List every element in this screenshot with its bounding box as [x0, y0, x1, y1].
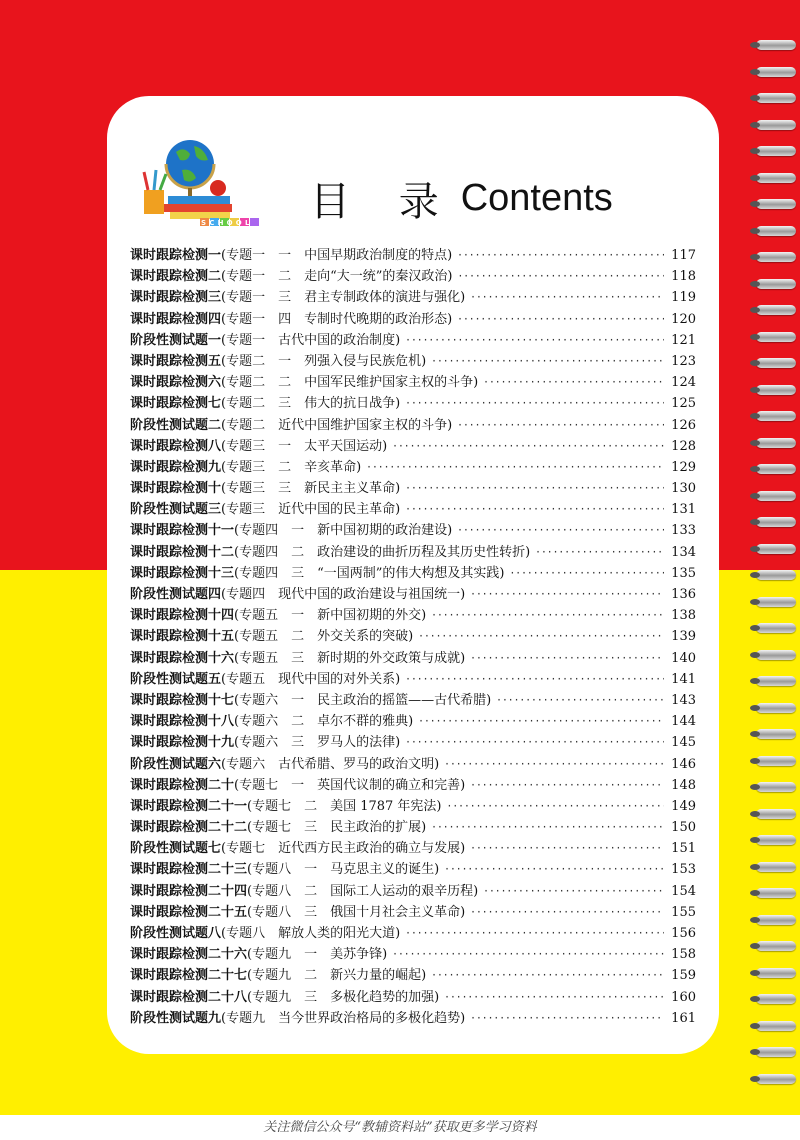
spiral-ring	[756, 358, 796, 368]
toc-entry[interactable]	[130, 626, 696, 647]
spiral-ring	[756, 279, 796, 289]
toc-entry-description: (专题七 三 民主政治的扩展)	[247, 820, 427, 836]
spiral-ring	[756, 491, 796, 501]
toc-page-number: 140	[671, 650, 696, 666]
spiral-ring	[756, 146, 796, 156]
toc-entry[interactable]	[130, 987, 696, 1008]
toc-entry[interactable]	[130, 817, 696, 838]
spiral-ring	[756, 729, 796, 739]
toc-leader-dots	[406, 669, 664, 690]
toc-page-number: 118	[671, 269, 696, 285]
toc-entry-label: 课时跟踪检测二十	[130, 777, 235, 793]
toc-entry[interactable]	[130, 754, 696, 775]
toc-entry-label: 课时跟踪检测十六	[130, 650, 235, 666]
toc-entry-description: (专题六 一 民主政治的摇篮——古代希腊)	[234, 692, 492, 708]
spiral-ring	[756, 252, 796, 262]
toc-entry-description: (专题三 一 太平天国运动)	[221, 438, 388, 454]
spiral-ring	[756, 332, 796, 342]
title-chinese: 目 录	[310, 179, 457, 225]
toc-entry-description: (专题六 二 卓尔不群的雅典)	[234, 714, 414, 730]
toc-entry-description: (专题九 当今世界政治格局的多极化趋势)	[221, 1010, 466, 1026]
toc-entry-description: (专题八 解放人类的阳光大道)	[221, 926, 401, 941]
spiral-ring	[756, 199, 796, 209]
toc-entry[interactable]	[130, 478, 696, 499]
toc-entry-description: (专题三 近代中国的民主革命)	[221, 502, 401, 518]
toc-entry[interactable]	[130, 690, 696, 711]
toc-entry-label: 阶段性测试题七	[130, 841, 222, 857]
toc-page-number: 129	[671, 459, 696, 475]
toc-entry-description: (专题七 一 英国代议制的确立和完善)	[234, 777, 466, 793]
toc-entry[interactable]	[130, 669, 696, 690]
spiral-ring	[756, 915, 796, 925]
toc-page-number: 139	[671, 629, 696, 645]
toc-page-number: 144	[671, 714, 696, 730]
toc-entry[interactable]	[130, 245, 696, 266]
table-of-contents	[130, 245, 696, 1029]
spiral-ring	[756, 1074, 796, 1084]
toc-entry[interactable]	[130, 923, 696, 944]
spiral-ring	[756, 597, 796, 607]
toc-leader-dots	[471, 584, 664, 605]
spiral-ring	[756, 67, 796, 77]
spiral-ring	[756, 968, 796, 978]
toc-entry[interactable]	[130, 287, 696, 308]
spiral-ring	[756, 40, 796, 50]
toc-entry-description: (专题三 二 辛亥革命)	[221, 459, 362, 475]
toc-page-number: 141	[671, 671, 696, 687]
toc-entry-label: 课时跟踪检测十四	[130, 608, 235, 624]
toc-leader-dots	[393, 944, 664, 965]
toc-entry-description: (专题一 二 走向“大一统”的秦汉政治)	[221, 269, 453, 285]
spiral-ring	[756, 676, 796, 686]
toc-page-number: 156	[671, 926, 696, 941]
toc-entry[interactable]	[130, 415, 696, 436]
toc-leader-dots	[406, 923, 664, 944]
toc-entry-label: 课时跟踪检测十一	[130, 523, 235, 539]
toc-entry[interactable]	[130, 330, 696, 351]
toc-page-number: 120	[671, 311, 696, 327]
toc-entry[interactable]	[130, 838, 696, 859]
toc-leader-dots	[406, 499, 664, 520]
toc-entry[interactable]	[130, 266, 696, 287]
spiral-ring	[756, 809, 796, 819]
toc-entry-description: (专题二 一 列强入侵与民族危机)	[221, 353, 427, 369]
spiral-ring	[756, 782, 796, 792]
toc-entry[interactable]	[130, 372, 696, 393]
toc-entry-description: (专题二 三 伟大的抗日战争)	[221, 396, 401, 412]
toc-leader-dots	[419, 626, 664, 647]
toc-entry[interactable]	[130, 563, 696, 584]
toc-entry[interactable]	[130, 309, 696, 330]
spiral-ring	[756, 650, 796, 660]
spiral-ring	[756, 517, 796, 527]
toc-leader-dots	[367, 457, 664, 478]
toc-entry[interactable]	[130, 965, 696, 986]
spiral-ring	[756, 1021, 796, 1031]
toc-entry-label: 课时跟踪检测十七	[130, 692, 235, 708]
toc-entry-label: 课时跟踪检测十八	[130, 714, 235, 730]
toc-entry-label: 阶段性测试题三	[130, 502, 222, 518]
toc-page-number: 161	[671, 1010, 696, 1026]
toc-leader-dots	[458, 309, 664, 330]
toc-entry-label: 课时跟踪检测二十七	[130, 968, 248, 984]
toc-entry[interactable]	[130, 732, 696, 753]
toc-entry-label: 阶段性测试题九	[130, 1010, 222, 1026]
toc-page-number: 124	[671, 375, 696, 391]
spiral-ring	[756, 173, 796, 183]
toc-entry-label: 课时跟踪检测二十四	[130, 883, 248, 899]
toc-leader-dots	[471, 838, 664, 859]
toc-entry-label: 课时跟踪检测二十六	[130, 947, 248, 963]
toc-page-number: 148	[671, 777, 696, 793]
toc-entry-description: (专题五 一 新中国初期的外交)	[234, 608, 427, 624]
toc-entry-label: 课时跟踪检测一	[130, 248, 222, 263]
toc-entry[interactable]	[130, 351, 696, 372]
toc-entry[interactable]	[130, 775, 696, 796]
toc-entry-description: (专题四 一 新中国初期的政治建设)	[234, 523, 453, 539]
globe-books-icon	[138, 130, 262, 226]
toc-entry-label: 课时跟踪检测三	[130, 290, 222, 306]
toc-page-number: 135	[671, 565, 696, 581]
spiral-ring	[756, 385, 796, 395]
toc-page-number: 145	[671, 735, 696, 751]
toc-page-number: 117	[671, 248, 696, 263]
toc-leader-dots	[406, 732, 664, 753]
toc-entry[interactable]	[130, 499, 696, 520]
spiral-ring	[756, 623, 796, 633]
toc-entry-description: (专题四 三 “一国两制”的伟大构想及其实践)	[234, 565, 505, 581]
toc-entry[interactable]	[130, 393, 696, 414]
toc-entry-label: 课时跟踪检测二十一	[130, 798, 248, 814]
toc-entry-label: 课时跟踪检测九	[130, 459, 222, 475]
toc-page-number: 121	[671, 332, 696, 348]
toc-entry-description: (专题九 一 美苏争锋)	[247, 947, 388, 963]
toc-leader-dots	[393, 436, 664, 457]
toc-page-number: 151	[671, 841, 696, 857]
toc-leader-dots	[484, 881, 664, 902]
toc-entry-label: 课时跟踪检测十五	[130, 629, 235, 645]
toc-entry-description: (专题九 三 多极化趋势的加强)	[247, 989, 440, 1005]
footer-note: 关注微信公众号“教辅资料站”获取更多学习资料	[263, 1120, 537, 1135]
toc-entry-label: 课时跟踪检测八	[130, 438, 222, 454]
toc-leader-dots	[471, 775, 664, 796]
toc-leader-dots	[458, 415, 664, 436]
toc-entry-description: (专题六 古代希腊、罗马的政治文明)	[221, 756, 440, 772]
spiral-ring	[756, 703, 796, 713]
toc-leader-dots	[432, 965, 664, 986]
toc-entry-description: (专题五 现代中国的对外关系)	[221, 671, 401, 687]
spiral-ring	[756, 544, 796, 554]
toc-page-number: 150	[671, 820, 696, 836]
spiral-ring	[756, 941, 796, 951]
toc-entry[interactable]	[130, 859, 696, 880]
toc-entry-description: (专题一 一 中国早期政治制度的特点)	[221, 248, 453, 263]
blocks-text: SCHOOL	[201, 219, 253, 226]
toc-entry-label: 课时跟踪检测十九	[130, 735, 235, 751]
spiral-ring	[756, 1047, 796, 1057]
toc-entry[interactable]	[130, 902, 696, 923]
toc-leader-dots	[510, 563, 664, 584]
toc-page-number: 143	[671, 692, 696, 708]
toc-entry-label: 课时跟踪检测四	[130, 311, 222, 327]
toc-entry[interactable]	[130, 457, 696, 478]
toc-leader-dots	[406, 330, 664, 351]
toc-entry-description: (专题五 二 外交关系的突破)	[234, 629, 414, 645]
toc-page-number: 126	[671, 417, 696, 433]
spiral-ring	[756, 862, 796, 872]
toc-page-number: 138	[671, 608, 696, 624]
spiral-ring	[756, 438, 796, 448]
toc-entry-label: 课时跟踪检测十二	[130, 544, 235, 560]
toc-entry-description: (专题一 古代中国的政治制度)	[221, 332, 401, 348]
toc-entry-label: 课时跟踪检测二十五	[130, 904, 248, 920]
toc-page-number: 130	[671, 481, 696, 497]
toc-page-number: 160	[671, 989, 696, 1005]
toc-page-number: 119	[671, 290, 696, 306]
toc-entry-label: 阶段性测试题六	[130, 756, 222, 772]
toc-page-number: 134	[671, 544, 696, 560]
toc-entry-label: 阶段性测试题一	[130, 332, 222, 348]
toc-entry-label: 课时跟踪检测七	[130, 396, 222, 412]
toc-page-number: 146	[671, 756, 696, 772]
title-english: Contents	[460, 177, 613, 219]
toc-leader-dots	[432, 605, 664, 626]
toc-entry[interactable]	[130, 1008, 696, 1029]
toc-leader-dots	[432, 351, 664, 372]
toc-page-number: 159	[671, 968, 696, 984]
toc-page-number: 149	[671, 798, 696, 814]
toc-entry-description: (专题八 三 俄国十月社会主义革命)	[247, 904, 466, 920]
toc-entry-label: 课时跟踪检测二十三	[130, 862, 248, 878]
spiral-ring	[756, 305, 796, 315]
toc-entry-label: 课时跟踪检测二	[130, 269, 222, 285]
toc-entry-description: (专题二 近代中国维护国家主权的斗争)	[221, 417, 453, 433]
toc-leader-dots	[419, 711, 664, 732]
toc-entry-label: 课时跟踪检测六	[130, 375, 222, 391]
toc-entry[interactable]	[130, 542, 696, 563]
toc-entry-description: (专题九 二 新兴力量的崛起)	[247, 968, 427, 984]
toc-page-number: 133	[671, 523, 696, 539]
toc-entry-label: 课时跟踪检测二十八	[130, 989, 248, 1005]
toc-leader-dots	[458, 520, 664, 541]
toc-leader-dots	[406, 393, 664, 414]
toc-page-number: 155	[671, 904, 696, 920]
toc-entry[interactable]	[130, 648, 696, 669]
toc-leader-dots	[445, 754, 664, 775]
toc-leader-dots	[484, 372, 664, 393]
toc-entry[interactable]	[130, 520, 696, 541]
toc-entry[interactable]	[130, 711, 696, 732]
toc-leader-dots	[471, 902, 664, 923]
toc-entry[interactable]	[130, 881, 696, 902]
toc-entry-label: 阶段性测试题五	[130, 671, 222, 687]
toc-entry[interactable]	[130, 796, 696, 817]
toc-leader-dots	[445, 859, 664, 880]
toc-entry-label: 阶段性测试题四	[130, 587, 222, 602]
toc-entry-description: (专题三 三 新民主主义革命)	[221, 481, 401, 497]
toc-page-number: 154	[671, 883, 696, 899]
toc-entry-description: (专题五 三 新时期的外交政策与成就)	[234, 650, 466, 666]
toc-leader-dots	[445, 987, 664, 1008]
spiral-ring	[756, 464, 796, 474]
toc-entry-description: (专题四 现代中国的政治建设与祖国统一)	[221, 587, 466, 602]
toc-leader-dots	[471, 1008, 664, 1029]
toc-entry-description: (专题八 二 国际工人运动的艰辛历程)	[247, 883, 479, 899]
toc-page-number: 125	[671, 396, 696, 412]
toc-page-number: 131	[671, 502, 696, 518]
toc-leader-dots	[536, 542, 664, 563]
toc-page-number: 158	[671, 947, 696, 963]
toc-leader-dots	[448, 796, 664, 817]
toc-entry-label: 课时跟踪检测十	[130, 481, 222, 497]
toc-entry-label: 阶段性测试题八	[130, 926, 222, 941]
toc-entry-label: 课时跟踪检测二十二	[130, 820, 248, 836]
spiral-ring	[756, 226, 796, 236]
toc-entry[interactable]	[130, 436, 696, 457]
spiral-ring	[756, 120, 796, 130]
spiral-ring	[756, 93, 796, 103]
toc-entry-label: 课时跟踪检测十三	[130, 565, 235, 581]
toc-leader-dots	[406, 478, 664, 499]
toc-leader-dots	[471, 648, 664, 669]
toc-entry[interactable]	[130, 944, 696, 965]
toc-page-number: 136	[671, 587, 696, 602]
toc-entry-description: (专题六 三 罗马人的法律)	[234, 735, 401, 751]
toc-entry-description: (专题七 二 美国 1787 年宪法)	[247, 798, 442, 814]
toc-leader-dots	[458, 245, 664, 266]
page-title	[310, 170, 613, 230]
spiral-ring	[756, 835, 796, 845]
toc-page-number: 153	[671, 862, 696, 878]
spiral-binding	[752, 40, 800, 1100]
spiral-ring	[756, 570, 796, 580]
toc-entry-description: (专题七 近代西方民主政治的确立与发展)	[221, 841, 466, 857]
toc-leader-dots	[471, 287, 664, 308]
spiral-ring	[756, 756, 796, 766]
toc-entry-description: (专题四 二 政治建设的曲折历程及其历史性转折)	[234, 544, 531, 560]
spiral-ring	[756, 888, 796, 898]
spiral-ring	[756, 411, 796, 421]
toc-entry-label: 阶段性测试题二	[130, 417, 222, 433]
toc-entry[interactable]	[130, 584, 696, 605]
toc-entry-description: (专题二 二 中国军民维护国家主权的斗争)	[221, 375, 479, 391]
toc-leader-dots	[497, 690, 664, 711]
toc-entry-description: (专题一 三 君主专制政体的演进与强化)	[221, 290, 466, 306]
toc-leader-dots	[458, 266, 664, 287]
toc-page-number: 123	[671, 353, 696, 369]
toc-entry-description: (专题八 一 马克思主义的诞生)	[247, 862, 440, 878]
toc-leader-dots	[432, 817, 664, 838]
toc-entry[interactable]	[130, 605, 696, 626]
toc-entry-label: 课时跟踪检测五	[130, 353, 222, 369]
spiral-ring	[756, 994, 796, 1004]
toc-page-number: 128	[671, 438, 696, 454]
toc-entry-description: (专题一 四 专制时代晚期的政治形态)	[221, 311, 453, 327]
